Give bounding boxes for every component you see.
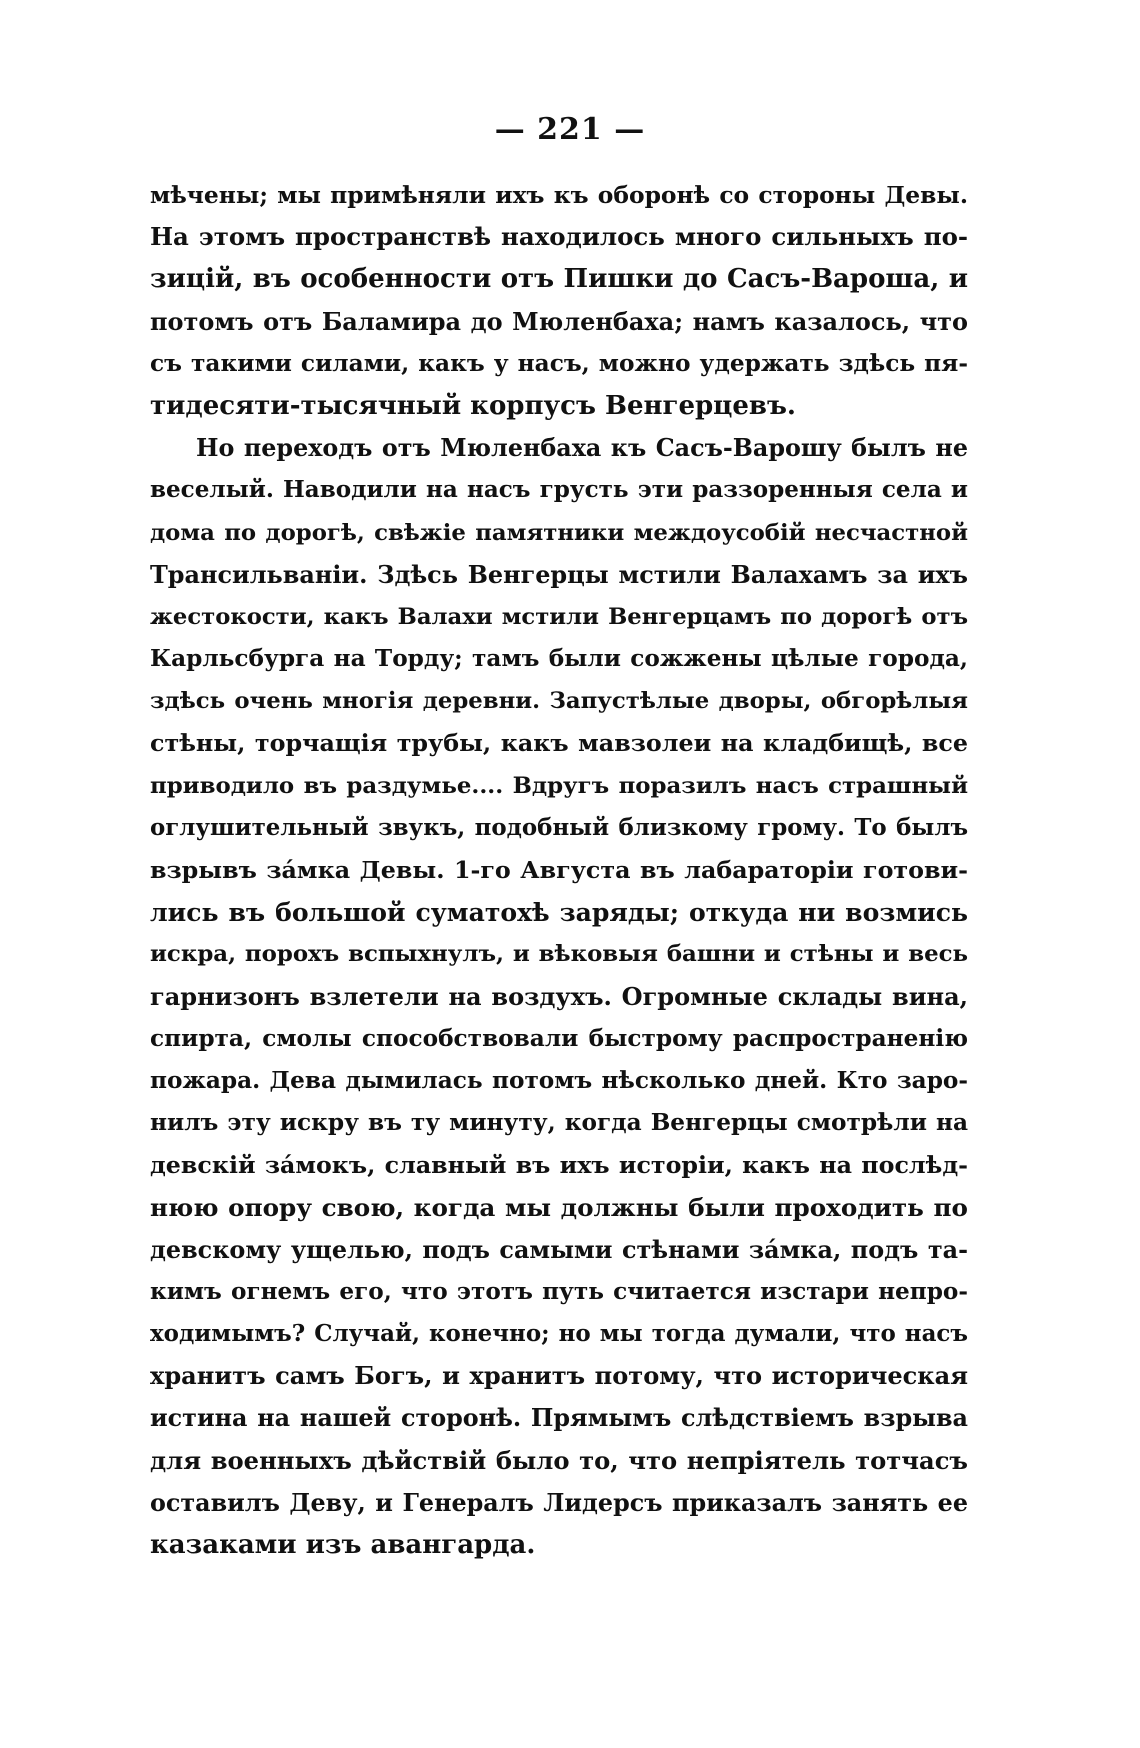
text-line: зицій, въ особенности отъ Пишки до Сасъ-Вароша, и xyxy=(150,264,968,295)
text-line: здѣсь очень многія деревни. Запустѣлые дворы, обгорѣлыя xyxy=(150,688,968,715)
text-line: нюю опору свою, когда мы должны были проходить по xyxy=(150,1192,968,1222)
text-line: ходимымъ? Случай, конечно; но мы тогда думали, что насъ xyxy=(150,1320,968,1348)
text-line: искра, порохъ вспыхнулъ, и вѣковыя башни и стѣны и весь xyxy=(150,941,968,968)
text-line: мѣчены; мы примѣняли ихъ къ оборонѣ со стороны Девы. xyxy=(150,181,968,209)
text-line: Карльсбурга на Торду; тамъ были сожжены цѣлые города, xyxy=(150,645,968,673)
text-line: жестокости, какъ Валахи мстили Венгерцамъ по дорогѣ отъ xyxy=(150,603,968,630)
text-line: для военныхъ дѣйствій было то, что непріятель тотчасъ xyxy=(150,1445,968,1475)
text-line: потомъ отъ Баламира до Мюленбаха; намъ казалось, что xyxy=(150,307,968,336)
text-line: стѣны, торчащія трубы, какъ мавзолеи на кладбищѣ, все xyxy=(150,729,968,758)
text-line: хранитъ самъ Богъ, и хранитъ потому, что историческая xyxy=(150,1361,968,1391)
text-line: лись въ большой суматохѣ заряды; откуда ни возмись xyxy=(150,897,968,928)
text-line: На этомъ пространствѣ находилось много сильныхъ по- xyxy=(150,222,968,252)
paragraph-2 xyxy=(150,427,968,1566)
text-line: истина на нашей сторонѣ. Прямымъ слѣдствіемъ взрыва xyxy=(150,1404,968,1433)
text-line: съ такими силами, какъ у насъ, можно удержать здѣсь пя- xyxy=(150,349,968,377)
text-line: оглушительный звукъ, подобный близкому грому. То былъ xyxy=(150,814,968,841)
paragraph-1 xyxy=(150,174,968,427)
text-line: тидесяти-тысячный корпусъ Венгерцевъ. xyxy=(150,390,796,421)
text-line: девскій зáмокъ, славный въ ихъ исторіи, какъ на послѣд- xyxy=(150,1151,968,1180)
text-line: казаками изъ авангарда. xyxy=(150,1530,536,1560)
text-line: веселый. Наводили на насъ грусть эти раззоренныя села и xyxy=(150,476,968,504)
text-line: Но переходъ отъ Мюленбаха къ Сасъ-Варошу былъ не xyxy=(196,434,968,463)
text-line: Трансильваніи. Здѣсь Венгерцы мстили Валахамъ за ихъ xyxy=(150,560,968,589)
text-line: кимъ огнемъ его, что этотъ путь считается изстари непро- xyxy=(150,1277,968,1305)
text-line: девскому ущелью, подъ самыми стѣнами зáмка, подъ та- xyxy=(150,1235,968,1264)
page-number: — 221 — xyxy=(494,112,646,147)
text-line: спирта, смолы способствовали быстрому распространенію xyxy=(150,1024,968,1052)
body-text xyxy=(150,174,968,1566)
text-line: дома по дорогѣ, свѣжіе памятники междоусобій несчастной xyxy=(150,519,968,546)
text-line: взрывъ зáмка Девы. 1-го Августа въ лабараторіи готови- xyxy=(150,856,968,884)
text-line: пожара. Дева дымилась потомъ нѣсколько дней. Кто заро- xyxy=(150,1066,968,1094)
text-line: приводило въ раздумье.... Вдругъ поразилъ насъ страшный xyxy=(150,772,968,799)
text-line: нилъ эту искру въ ту минуту, когда Венгерцы смотрѣли на xyxy=(150,1109,968,1137)
text-line: гарнизонъ взлетели на воздухъ. Огромные склады вина, xyxy=(150,981,968,1011)
text-line: оставилъ Деву, и Генералъ Лидерсъ приказалъ занять ее xyxy=(150,1488,968,1517)
